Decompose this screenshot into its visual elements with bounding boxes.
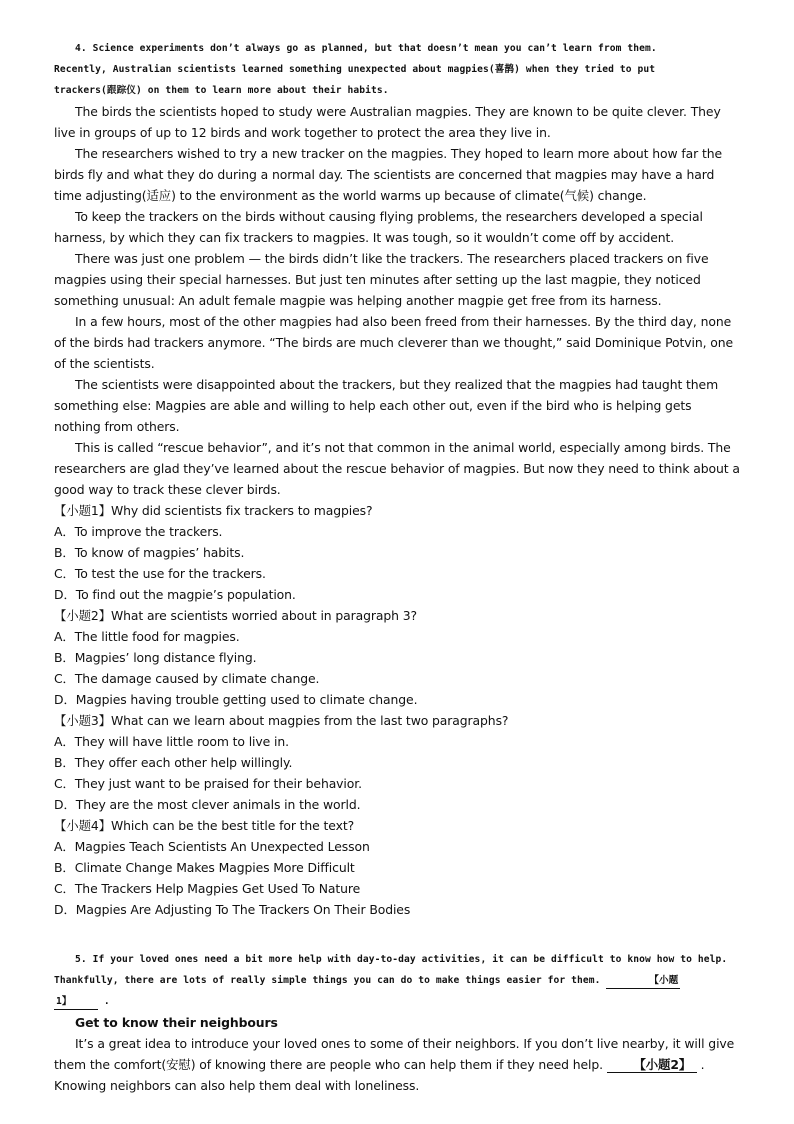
passage-4-intro [54,38,740,101]
passage-5-intro-line: 5. If your loved ones need a bit more help with day-to-day activities, it can be difficult to know how to help. [75,954,728,965]
paragraph-text: It’s a great idea to introduce your loved ones to some of their neighbors. If you don’t live nearby, it will give them the comfort(安慰) of knowing there are people who can help them if they need help. [54,1036,735,1072]
section-gap [54,920,740,949]
question-1 [54,500,740,605]
option-c: C．The damage caused by climate change. [54,671,320,686]
question-stem: 【小题4】Which can be the best title for the text? [54,818,355,833]
question-4 [54,815,740,920]
option-b: B．Climate Change Makes Magpies More Difficult [54,860,355,875]
option-d: D．Magpies Are Adjusting To The Trackers On Their Bodies [54,902,411,917]
passage-5-intro-line [54,991,740,1012]
option-a: A．The little food for magpies. [54,629,240,644]
passage-5-intro [54,949,740,1012]
answer-blank-1[interactable] [606,974,680,989]
blank-label: 【小题 [649,975,679,986]
option-a: A．To improve the trackers. [54,524,223,539]
paragraph: To keep the trackers on the birds without causing flying problems, the researchers developed a special harness, by which they can fix trackers to magpies. It was tough, so it wouldn’t come off by accident. [54,209,703,245]
passage-4-body [54,101,740,920]
section-heading: Get to know their neighbours [75,1015,278,1030]
option-a: A．They will have little room to live in. [54,734,289,749]
paragraph: In a few hours, most of the other magpies had also been freed from their harnesses. By the third day, none of the birds had trackers anymore. “The birds are much cleverer than we thought,” said Dominique Potvin, one of the scientists. [54,314,734,371]
passage-4-intro-line: 4. Science experiments don’t always go as planned, but that doesn’t mean you can’t learn from them. [75,43,657,54]
option-b: B．To know of magpies’ habits. [54,545,245,560]
option-a: A．Magpies Teach Scientists An Unexpected Lesson [54,839,370,854]
option-d: D．To find out the magpie’s population. [54,587,296,602]
intro-text: Thankfully, there are lots of really simple things you can do to make things easier for them. [54,975,607,986]
option-d: D．They are the most clever animals in the world. [54,797,361,812]
paragraph [54,1033,740,1096]
option-b: B．Magpies’ long distance flying. [54,650,257,665]
option-b: B．They offer each other help willingly. [54,755,293,770]
passage-4-intro-line: trackers(跟踪仪) on them to learn more about their habits. [54,85,389,96]
paragraph: This is called “rescue behavior”, and it’s not that common in the animal world, especially among birds. The researchers are glad they’ve learned about the rescue behavior of magpies. But now they need to think about a good way to track these clever birds. [54,440,740,497]
option-c: C．The Trackers Help Magpies Get Used To Nature [54,881,361,896]
intro-text: . [98,996,110,1007]
question-stem: 【小题2】What are scientists worried about in paragraph 3? [54,608,418,623]
passage-5-body [54,1012,740,1096]
passage-4-intro-line: Recently, Australian scientists learned something unexpected about magpies(喜鹊) when they tried to put [54,64,656,75]
paragraph: The researchers wished to try a new tracker on the magpies. They hoped to learn more about how far the birds fly and what they do during a normal day. The scientists are concerned that magpies may have a hard time adjusting(适应) to the environment as the world warms up because of climate(气候) change. [54,146,722,203]
option-c: C．They just want to be praised for their behavior. [54,776,362,791]
question-2 [54,605,740,710]
document-page [54,38,740,1096]
question-stem: 【小题1】Why did scientists fix trackers to magpies? [54,503,373,518]
paragraph: The scientists were disappointed about the trackers, but they realized that the magpies had taught them something else: Magpies are able and willing to help each other out, even if the bird who is helping gets nothing from others. [54,377,719,434]
question-stem: 【小题3】What can we learn about magpies from the last two paragraphs? [54,713,509,728]
option-c: C．To test the use for the trackers. [54,566,266,581]
blank-label: 1】 [56,996,72,1007]
option-d: D．Magpies having trouble getting used to climate change. [54,692,418,707]
paragraph-text: . Knowing neighbors can also help them deal with loneliness. [54,1057,705,1093]
paragraph: The birds the scientists hoped to study were Australian magpies. They are known to be quite clever. They live in groups of up to 12 birds and work together to protect the area they live in. [54,104,721,140]
answer-blank-1-cont[interactable] [54,995,98,1010]
passage-5-intro-line [54,970,740,991]
question-3 [54,710,740,815]
answer-blank-2[interactable] [607,1058,697,1073]
paragraph: There was just one problem — the birds didn’t like the trackers. The researchers placed trackers on five magpies using their special harnesses. But just ten minutes after setting up the last magpie, they noticed something unusual: An adult female magpie was helping another magpie get free from its harness. [54,251,709,308]
blank-label: 【小题2】 [633,1057,692,1072]
